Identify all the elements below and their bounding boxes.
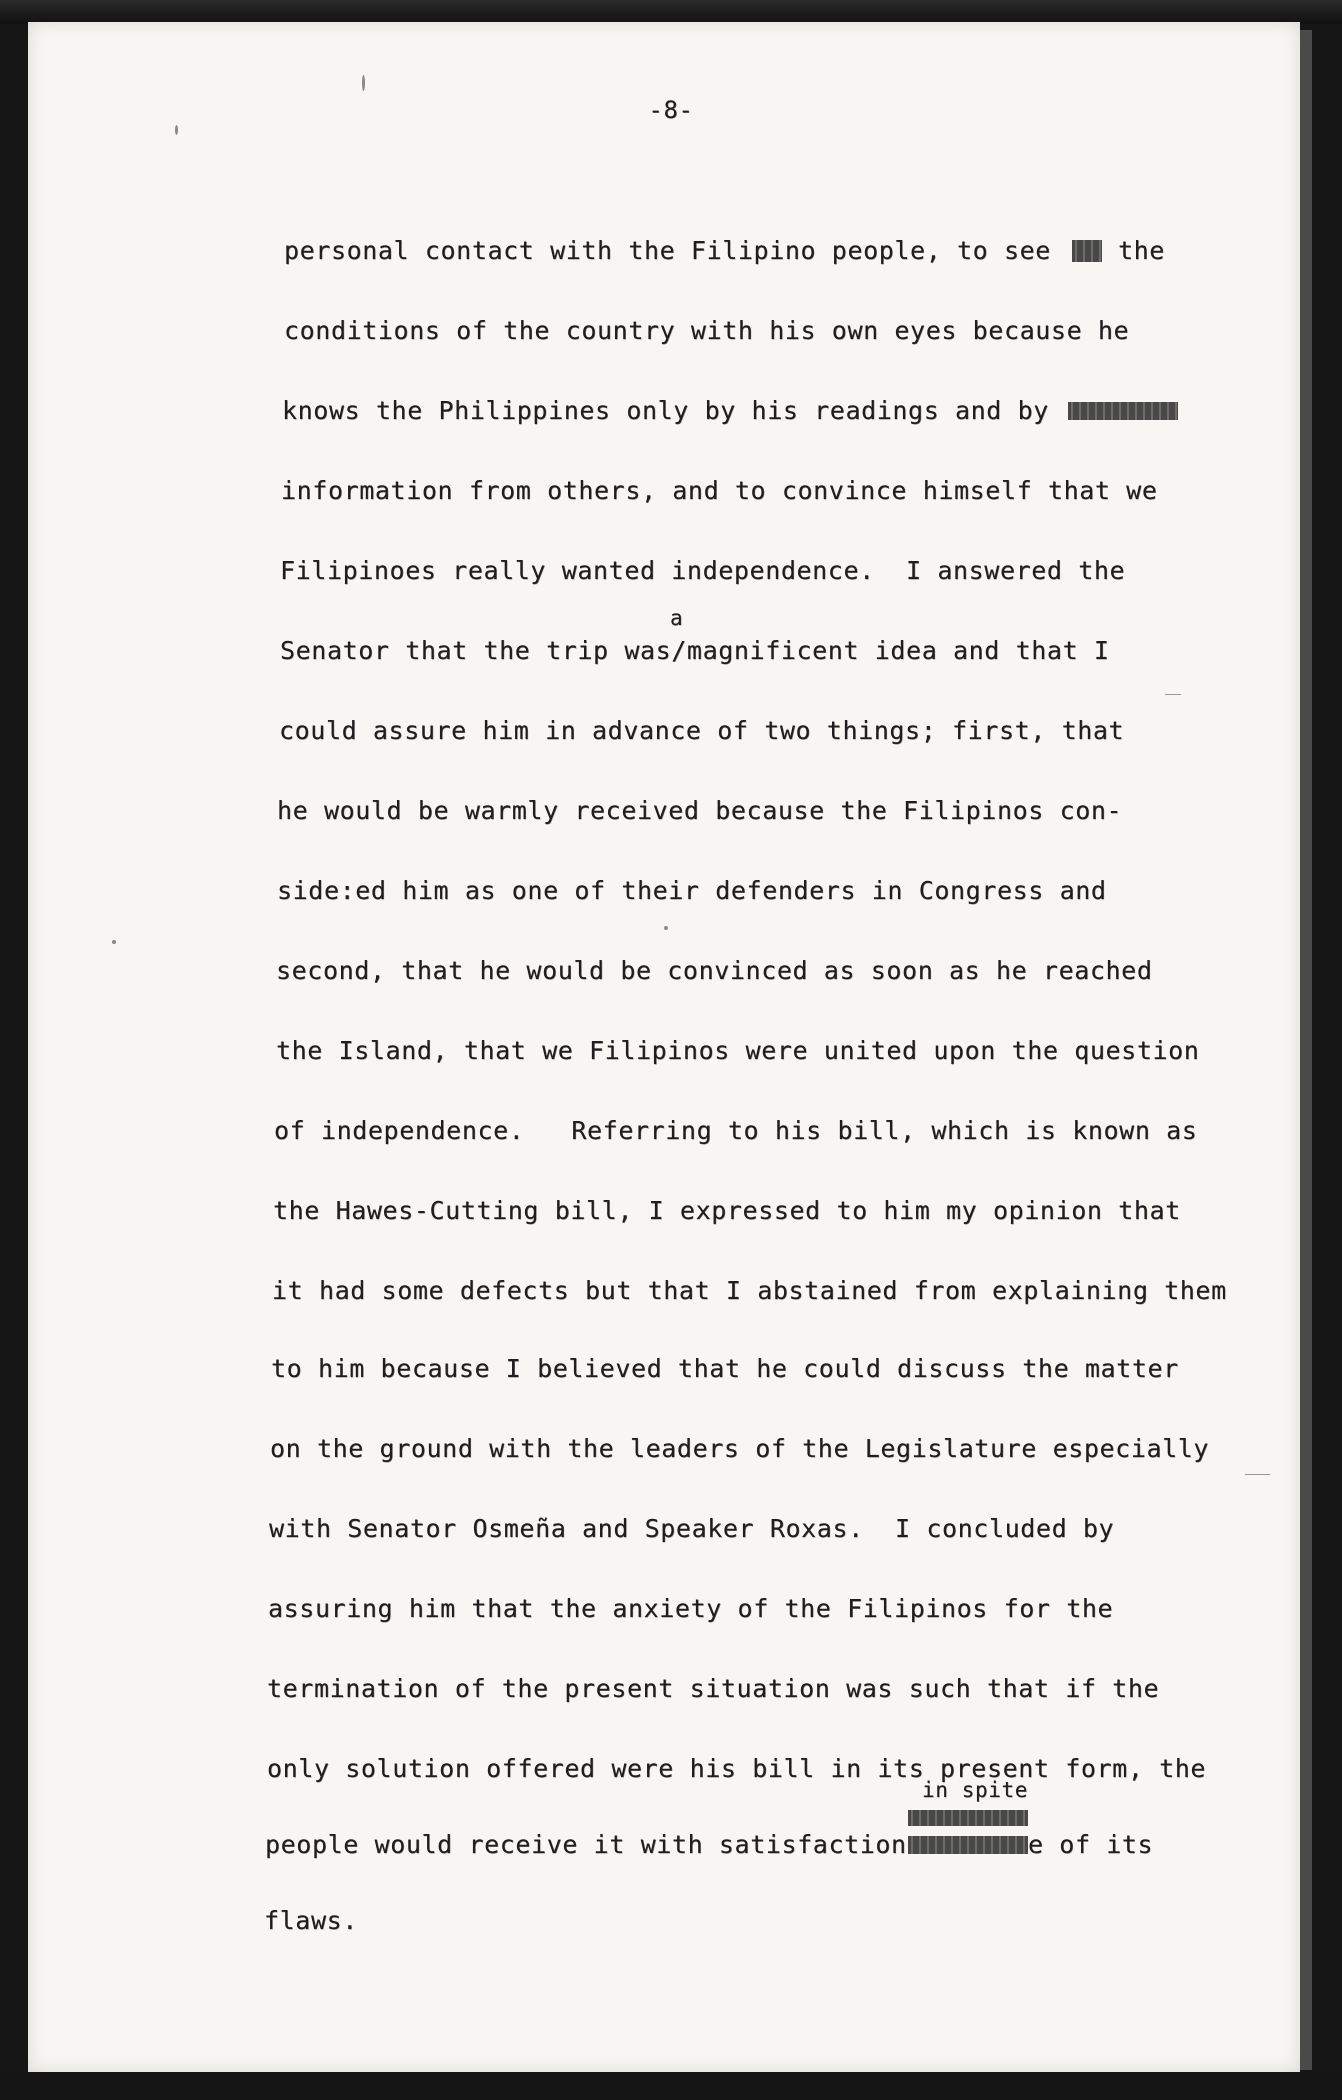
text-line-17: with Senator Osmeña and Speaker Roxas. I concluded by: [269, 1514, 1115, 1543]
inserted-word-a: a: [670, 606, 684, 630]
text-line-1: personal contact with the Filipino people, to see: [284, 236, 1051, 265]
text-line-20: only solution offered were his bill in its present form, the: [267, 1754, 1207, 1783]
page-number: -8-: [648, 96, 694, 124]
text-line-1-end: the: [1118, 236, 1165, 265]
scan-bottom-border: [0, 2072, 1342, 2100]
paper-mark: [1165, 694, 1181, 695]
text-line-4: information from others, and to convince himself that we: [281, 476, 1158, 505]
text-line-16: on the ground with the leaders of the Legislature especially: [270, 1434, 1210, 1463]
text-line-3: knows the Philippines only by his readings and by: [282, 396, 1049, 425]
scan-top-border: [0, 0, 1342, 24]
text-line-10: second, that he would be convinced as soon as he reached: [276, 956, 1153, 985]
text-line-2: conditions of the country with his own eyes because he: [284, 316, 1130, 345]
text-line-6: Senator that the trip was/magnificent idea and that I: [280, 636, 1110, 665]
text-line-13: the Hawes-Cutting bill, I expressed to him my opinion that: [273, 1196, 1181, 1225]
text-line-5: Filipinoes really wanted independence. I answered the: [280, 556, 1126, 585]
inserted-phrase-in-spite: in spite: [922, 1778, 1028, 1802]
text-line-21: people would receive it with satisfaction: [265, 1830, 907, 1859]
paper-speck: [175, 125, 178, 135]
text-line-11: the Island, that we Filipinos were united upon the question: [276, 1036, 1200, 1065]
paper-speck: [362, 75, 365, 91]
text-line-18: assuring him that the anxiety of the Filipinos for the: [268, 1594, 1114, 1623]
paper-speck: [112, 940, 116, 944]
text-line-19: termination of the present situation was such that if the: [267, 1674, 1160, 1703]
text-line-21-end: e of its: [1028, 1830, 1154, 1859]
text-line-12: of independence. Referring to his bill, which is known as: [274, 1116, 1198, 1145]
paper-mark: [1245, 1474, 1270, 1475]
strikeout-mark: [1068, 402, 1178, 420]
text-line-8: he would be warmly received because the Filipinos con-: [277, 796, 1123, 825]
strikeout-mark: [908, 1836, 1028, 1854]
text-line-14: it had some defects but that I abstained from explaining them: [272, 1276, 1227, 1305]
text-line-22: flaws.: [264, 1906, 358, 1935]
text-line-7: could assure him in advance of two things; first, that: [279, 716, 1125, 745]
page-edge-shadow: [1300, 30, 1312, 2070]
text-line-9: side:ed him as one of their defenders in Congress and: [277, 876, 1107, 905]
strikeout-mark: [908, 1810, 1028, 1826]
text-line-15: to him because I believed that he could discuss the matter: [271, 1354, 1179, 1383]
strikeout-mark: [1072, 240, 1102, 262]
paper-speck: [664, 926, 668, 930]
